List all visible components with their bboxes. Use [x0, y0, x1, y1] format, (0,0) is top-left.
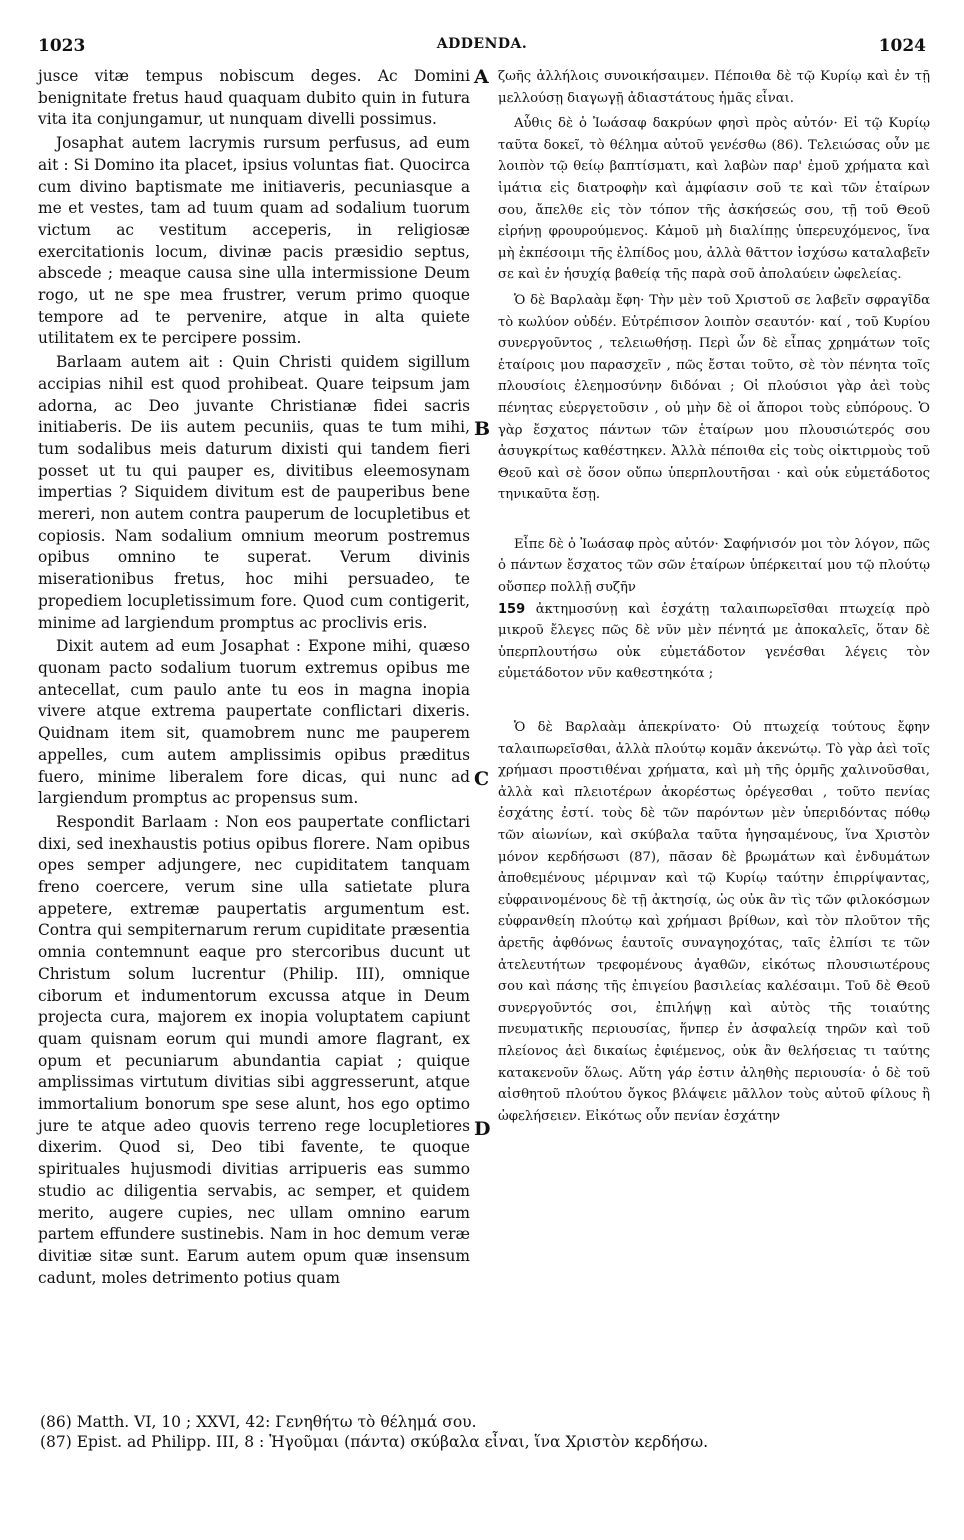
latin-paragraph: Barlaam autem ait : Quin Christi quidem sigillum accipias nihil est quod prohibeat. Quare teipsum jam adorna, ac Deo juvante Christianæ fidei sacris initiaberis. De iis autem pecuniis, quas te tum mihi, tum sodalibus meis daturum dixisti qui tandem fieri posset ut tu qui pauper es, divitibus eleemosynam impertias ? Siquidem divitum est de pauperibus bene mereri, non autem contra pauperum de locupletibus et copiosis. Nam sodalium omnium meorum postremus opibus omnino te superat. Verum divinis miserationibus fretus, hoc mihi persuadeo, te propediem locupletissimum fore. Quod cum contigerit, minime ad largiendum promptus ac proclivis eris.	[38, 353, 470, 632]
footnote: (86) Matth. VI, 10 ; XXVI, 42: Γενηθήτω τὸ θέλημά σου.	[40, 1413, 477, 1431]
running-title: ADDENDA.	[436, 36, 528, 52]
margin-letter-d: D	[474, 1118, 491, 1140]
greek-paragraph: Αὖθις δὲ ὁ Ἰωάσαφ δακρύων φησὶ πρὸς αὐτόν· Εἰ τῷ Κυρίῳ ταῦτα δοκεῖ, τὸ θέλημα αὐτοῦ γενέσθω (86). Τελειώσας οὖν με λοιπὸν τῷ θείῳ βαπτίσματι, καὶ λαβὼν παρ' ἐμοῦ χρήματα καὶ ἱμάτια εἰς διατροφὴν καὶ ἀμφίασιν σοῦ τε καὶ τῶν ἑταίρων σου, ἄπελθε εἰς τὸν τόπον τῆς ἀσκήσεώς σου, τῇ τοῦ Θεοῦ εἰρήνῃ φρουρούμενος. Κἀμοῦ μὴ διαλίπῃς ὑπερευχόμενος, ἵνα μὴ ἐκπέσοιμι τῆς ἐλπίδος μου, ἀλλὰ θᾶττον ἰσχύσω καταλαβεῖν σε καὶ ἐν ἡσυχίᾳ βαθείᾳ τῆς παρὰ σοῦ ἀπολαύειν ὠφελείας.	[498, 116, 930, 283]
greek-paragraph-text: ἀκτημοσύνῃ καὶ ἐσχάτῃ ταλαιπωρεῖσθαι πτωχείᾳ πρὸ μικροῦ ἔλεγες πῶς δὲ νῦν μὲν πένητά με ἀποκαλεῖς, ὅταν δὲ ὑπερπλουτήσω οὐκ εὐμετάδοτον γενέσθαι λέγεις τὸν εὐμετάδοτον νῦν καθεστηκότα ;	[498, 601, 931, 682]
right-page-number: 1024	[878, 36, 926, 56]
margin-letter-b: B	[474, 418, 491, 440]
greek-paragraph: Εἶπε δὲ ὁ Ἰωάσαφ πρὸς αὐτόν· Σαφήνισόν μοι τὸν λόγον, πῶς ὁ πάντων ἔσχατος τῶν σῶν ἑταίρων ὑπέρκειταί μου τῷ πλούτῳ οὔσπερ πολλῇ συζῆν	[498, 536, 930, 596]
margin-letter-a: A	[474, 66, 489, 88]
latin-paragraph: Respondit Barlaam : Non eos paupertate conflictari dixi, sed inexhaustis potius opibus florere. Nam opibus opes semper adjungere, nec cupiditatem tanquam freno coercere, verum sine ulla satietate plura appetere, extremæ paupertatis argumentum est. Contra qui sempiternarum rerum cupiditate præsentia omnia contemnunt eaque pro stercoribus ducunt ut Christum solum lucrentur (Philip. III), omnique ciborum et indumentorum excussa atque in Deum projecta cura, majorem ex inopia voluptatem capiunt quam quisnam eorum qui mundi amore flagrant, ex opum et pecuniarum abundantia capiat ; quique amplissimas virtutum divitias sibi aggresserunt, atque immortalium bonorum spe sese alunt, hos ego optimo jure te atque adeo quovis terreno rege locupletiores dixerim. Quod si, Deo tibi favente, te quoque spirituales hujusmodi divitias arripueris eas summo studio ac diligentia servabis, ac semper, et quidem merito, augere cupies, nec ullam omnino earum partem effundere sustinebis. Nam in hoc demum veræ divitiæ sitæ sunt. Earum autem opum quæ insensum cadunt, moles detrimento potius quam	[38, 812, 470, 1287]
greek-paragraph: Ὁ δὲ Βαρλαὰμ ἔφη· Τὴν μὲν τοῦ Χριστοῦ σε λαβεῖν σφραγῖδα τὸ κωλύον οὐδέν. Εὐτρέπισον λοιπὸν σεαυτόν· καί , τοῦ Κυρίου συνεργοῦντος , τελειωθήσῃ. Περὶ ὧν δὲ εἶπας χρημάτων τοῖς ἑταίροις μου παρασχεῖν , πῶς ἔσται τοῦτο, σὲ τὸν πένητα τοῖς πλουσίοις ἐλεημοσύνην διδόναι ; Οἱ πλούσιοι γὰρ ἀεὶ τοὺς πένητας εὐεργετοῦσιν , οὐ μὴν δὲ οἱ ἄποροι τοὺς εὐπόρους. Ὁ γὰρ ἔσχατος πάντων τῶν ἑταίρων μου πλουσιώτερός σου ἀσυγκρίτως καθέστηκεν. Ἀλλὰ πέποιθα εἰς τοὺς οἰκτιρμοὺς τοῦ Θεοῦ καὶ σὲ ὅσον οὔπω ὑπερπλουτῆσαι · καὶ οὐκ εὐμετάδοτος τηνικαῦτα ἔσῃ.	[498, 292, 930, 503]
latin-paragraph: Dixit autem ad eum Josaphat : Expone mihi, quæso quonam pacto sodalium tuorum extremus opibus me antecellat, cum paulo ante tu eos in magna inopia vivere atque extrema paupertate conflictari dixeris. Quidnam item sit, quamobrem nunc me pauperem appelles, cum autem amplissimis opibus præditus fuero, minime liberalem fore dicas, qui nunc ad largiendum promptus ac propensus sum.	[38, 637, 470, 808]
paragraph-number: 159	[498, 601, 526, 617]
latin-paragraph: Josaphat autem lacrymis rursum perfusus, ad eum ait : Si Domino ita placet, ipsius voluntas fiat. Quocirca cum divino baptismate me initiaveris, pecuniasque a me et vestes, tam ad tuum quam ad sodalium tuorum victum ac vestitum acceperis, in religiosæ exercitationis locum, divinæ pacis præsidio septus, abscede ; meaque causa sine ulla intermissione Deum rogo, ut ne spe mea frustrer, verum primo quoque tempore ad te pervenire, atque in alta quiete utilitatem ex te percipere possim.	[38, 134, 470, 348]
greek-paragraph: Ὁ δὲ Βαρλαὰμ ἀπεκρίνατο· Οὐ πτωχείᾳ τούτους ἔφην ταλαιπωρεῖσθαι, ἀλλὰ πλούτῳ κομᾶν ἀκενώτῳ. Τὸ γὰρ ἀεὶ τοῖς χρήμασι προστιθέναι χρήματα, καὶ μὴ τῆς ὁρμῆς χαλινοῦσθαι, ἀλλὰ καὶ πλειοτέρων ἀκορέστως ὀρέγεσθαι , τοῦτο πενίας ἐσχάτης ἐστί. τοὺς δὲ τῶν παρόντων μὲν ὑπεριδόντας πόθῳ τῶν αἰωνίων, καὶ σκύβαλα ταῦτα ἡγησαμένους, ἵνα Χριστὸν μόνον κερδήσωσι (87), πᾶσαν δὲ βρωμάτων καὶ ἐνδυμάτων ἀποθεμένους μέριμναν καὶ τῷ Κυρίῳ ταύτην ἐπιρρίψαντας, εὐφραινομένους δὲ τῇ ἀκτησίᾳ, ὡς οὐκ ἂν τὶς τῶν φιλοκόσμων εὐφρανθείη πλούτῳ καὶ χρήμασι βρίθων, καὶ τὸν πλοῦτον τῆς ἀρετῆς ἀφθόνως ἑαυτοῖς συναγηοχότας, ταῖς ἐλπίσι τε τῶν ἀτελευτήτων τρεφομένους ἀγαθῶν, εἰκότως πλουσιωτέρους σου καὶ πάσης τῆς ἐπιγείου βασιλείας καλέσαιμι. Τοῦ δὲ Θεοῦ συνεργοῦντός σοι, ἐπιλήψῃ καὶ αὐτὸς τῆς τοιαύτης πνευματικῆς περιουσίας, ἥνπερ ἐν ἀσφαλείᾳ τηρῶν καὶ τοῦ πλείονος ἀεὶ δικαίως ἐφιέμενος, οὐκ ἂν θελήσειας τι ταύτης κατακενοῦν ὅλως. Αὕτη γάρ ἐστιν ἀληθὴς περιουσία· ὁ δὲ τοῦ αἰσθητοῦ πλούτου ὄγκος βλάψειε μᾶλλον τοὺς αὐτοῦ φίλους ἢ ὠφελήσειεν. Εἰκότως οὖν πενίαν ἐσχάτην	[498, 720, 930, 1124]
greek-paragraph: ζωῆς ἀλλήλοις συνοικήσαιμεν. Πέποιθα δὲ τῷ Κυρίῳ καὶ ἐν τῇ μελλούσῃ διαγωγῇ ἀδιαστάτους ἡμᾶς εἶναι.	[498, 69, 930, 106]
left-page-number: 1023	[38, 36, 86, 56]
greek-paragraph-continued	[498, 599, 930, 685]
latin-paragraph: jusce vitæ tempus nobiscum deges. Ac Domini benignitate fretus haud quaquam dubito quin in futura vita ita conjungamur, ut nunquam divelli possimus.	[38, 67, 470, 129]
margin-letter-c: C	[474, 768, 490, 790]
greek-column	[498, 66, 930, 1127]
page-header	[0, 36, 964, 62]
footnotes	[40, 1412, 940, 1452]
latin-column	[38, 66, 470, 1289]
footnote: (87) Epist. ad Philipp. III, 8 : Ἡγοῦμαι (πάντα) σκύβαλα εἶναι, ἵνα Χριστὸν κερδήσω.	[40, 1433, 709, 1451]
